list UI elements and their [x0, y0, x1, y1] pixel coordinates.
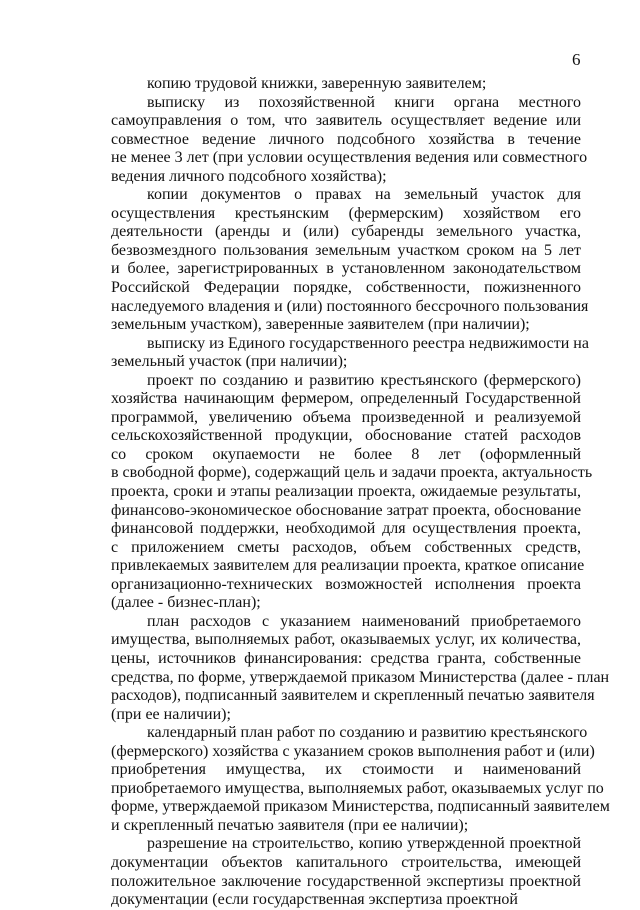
text-line: организационно-технических возможностей исполнения проекта — [111, 575, 581, 593]
text-line: деятельности (аренды и (или) субаренды земельного участка, — [111, 223, 581, 241]
text-line: со сроком окупаемости не более 8 лет (оформленный — [111, 445, 581, 463]
text-line: приобретаемого имущества, выполняемых работ, оказываемых услуг по — [111, 779, 604, 797]
text-line: имущества, выполняемых работ, оказываемых услуг, их количества, — [111, 631, 581, 649]
text-line: план расходов с указанием наименований приобретаемого — [147, 612, 581, 630]
text-line: (при ее наличии); — [111, 705, 231, 723]
text-line: документации (если государственная экспертиза проектной — [111, 891, 518, 909]
text-line: и скрепленный печатью заявителя (при ее наличии); — [111, 816, 469, 834]
text-line: копию трудовой книжки, заверенную заявителем; — [147, 75, 487, 92]
text-line: выписку из похозяйственной книги органа местного — [147, 93, 581, 111]
text-line: документации объектов капитального строительства, имеющей — [111, 853, 581, 871]
paragraph — [111, 334, 589, 372]
text-line: положительное заключение государственной экспертизы проектной — [111, 872, 581, 890]
text-line: расходов), подписанный заявителем и скрепленный печатью заявителя — [111, 687, 595, 705]
text-line: самоуправления о том, что заявитель осуществляет ведение или — [111, 112, 581, 130]
text-line: земельным участком), заверенные заявителем (при наличии); — [111, 316, 530, 334]
paragraph — [111, 835, 581, 909]
text-line: проекта, сроки и этапы реализации проекта, ожидаемые результаты, — [111, 483, 581, 501]
text-line: финансовой поддержки, необходимой для осуществления проекта, — [111, 520, 581, 538]
text-line: приобретения имущества, их стоимости и наименований — [111, 761, 581, 779]
text-line: с приложением сметы расходов, объем собственных средств, — [111, 538, 581, 556]
paragraph — [111, 186, 589, 334]
text-line: хозяйства начинающим фермером, определенный Государственной — [111, 390, 581, 408]
text-line: и более, зарегистрированных в установленном законодательством — [111, 260, 581, 278]
text-line: проект по созданию и развитию крестьянского (фермерского) — [147, 371, 581, 389]
paragraph — [111, 93, 588, 187]
text-line: привлекаемых заявителем для реализации проекта, краткое описание — [111, 557, 585, 575]
paragraph — [111, 612, 610, 724]
text-line: в свободной форме), содержащий цель и задачи проекта, актуальность — [111, 464, 593, 482]
paragraph — [111, 371, 593, 613]
text-line: финансово-экономическое обоснование затрат проекта, обоснование — [111, 501, 582, 519]
text-line: сельскохозяйственной продукции, обоснование статей расходов — [111, 427, 581, 445]
page-number: 6 — [572, 50, 581, 69]
text-line: совместное ведение личного подсобного хозяйства в течение — [111, 130, 581, 148]
text-line: не менее 3 лет (при условии осуществления ведения или совместного — [111, 149, 588, 167]
text-line: форме, утверждаемой приказом Министерства, подписанный заявителем — [111, 798, 610, 816]
text-line: копии документов о правах на земельный участок для — [147, 186, 581, 204]
text-line: (фермерского) хозяйства с указанием сроков выполнения работ и (или) — [111, 742, 595, 760]
text-line: выписку из Единого государственного реестра недвижимости на — [147, 334, 589, 352]
text-line: Российской Федерации порядке, собственности, пожизненного — [111, 279, 581, 297]
text-line: наследуемого владения и (или) постоянного бессрочного пользования — [111, 297, 589, 315]
document-body — [111, 75, 610, 910]
text-line: ведения личного подсобного хозяйства); — [111, 167, 387, 185]
text-line: (далее - бизнес-план); — [111, 594, 261, 612]
text-line: календарный план работ по созданию и развитию крестьянского — [147, 724, 588, 742]
text-line: программой, увеличению объема произведенной и реализуемой — [111, 408, 581, 426]
text-line: цены, источников финансирования: средства гранта, собственные — [111, 649, 581, 667]
text-line: безвозмездного пользования земельным участком сроком на 5 лет — [111, 241, 581, 259]
text-line: земельный участок (при наличии); — [111, 353, 348, 371]
text-line: разрешение на строительство, копию утвержденной проектной — [147, 835, 581, 853]
text-line: средства, по форме, утверждаемой приказом Министерства (далее - план — [111, 668, 610, 686]
paragraph — [111, 724, 610, 835]
paragraph — [111, 75, 581, 94]
text-line: осуществления крестьянским (фермерским) хозяйством его — [111, 204, 581, 222]
